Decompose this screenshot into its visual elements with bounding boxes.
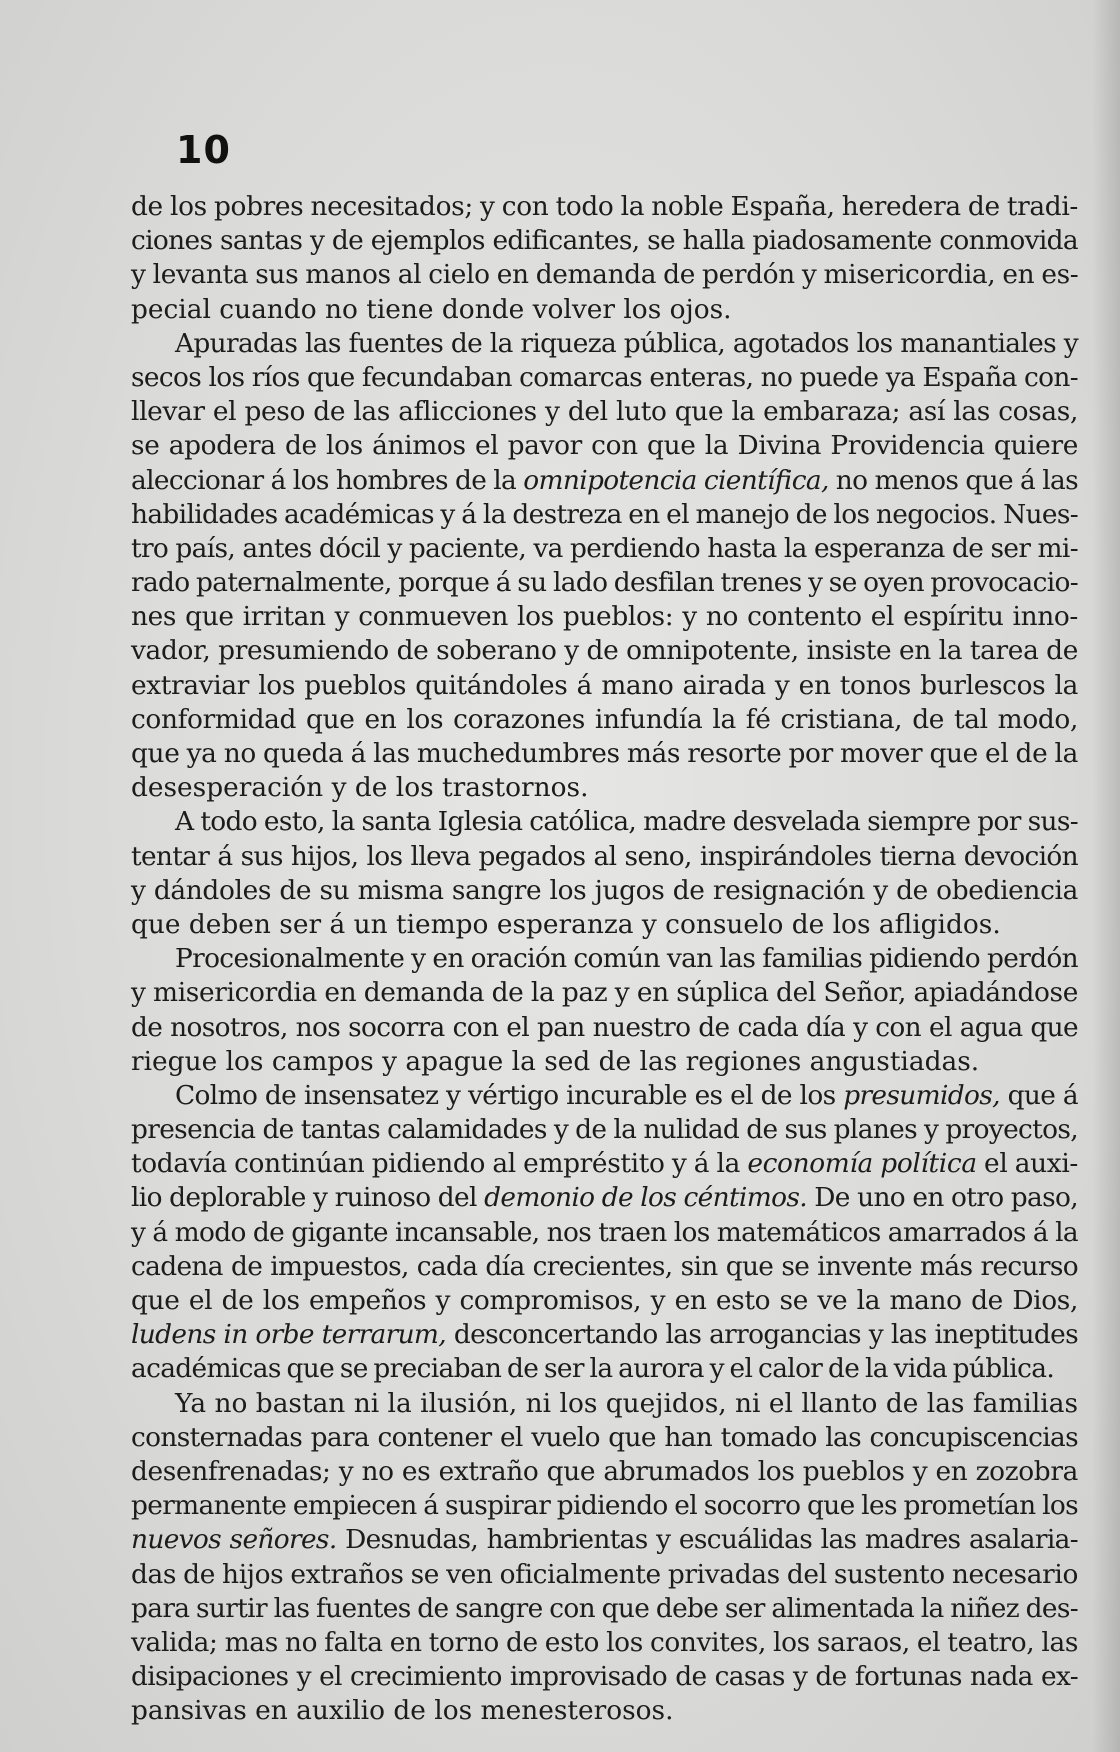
- text-line: académicas que se preciaban de ser la aurora y el calor de la vida pública.: [131, 1353, 1055, 1385]
- text-line: [131, 1079, 1078, 1113]
- text-line: que ya no queda á las muchedumbres más resorte por mover que el de la: [131, 738, 1078, 769]
- italic-phrase: presumidos,: [843, 1079, 1000, 1111]
- text-line: y levanta sus manos al cielo en demanda de perdón y misericordia, en es-: [131, 259, 1079, 291]
- text-segment: no menos que á las: [828, 464, 1078, 496]
- text-line: extraviar los pueblos quitándoles á mano airada y en tonos burlescos la: [131, 669, 1078, 701]
- text-line: permanente empiecen á suspirar pidiendo el socorro que les prometían los: [131, 1490, 1078, 1522]
- text-line: consternadas para contener el vuelo que han tomado las concupiscencias: [131, 1421, 1078, 1453]
- text-line: Procesionalmente y en oración común van las familias pidiendo perdón: [175, 943, 1078, 975]
- text-line: se apodera de los ánimos el pavor con que la Divina Providencia quiere: [131, 430, 1078, 462]
- text-line: vador, presumiendo de soberano y de omnipotente, insiste en la tarea de: [131, 635, 1078, 667]
- text-line: secos los ríos que fecundaban comarcas enteras, no puede ya España con-: [131, 361, 1078, 393]
- text-line: Apuradas las fuentes de la riqueza pública, agotados los manantiales y: [175, 327, 1078, 359]
- text-line: cadena de impuestos, cada día crecientes, sin que se invente más recurso: [131, 1250, 1078, 1282]
- italic-phrase: economía política: [747, 1148, 977, 1180]
- text-line: pecial cuando no tiene donde volver los ojos.: [131, 293, 732, 325]
- text-line: ciones santas y de ejemplos edificantes, se halla piadosamente conmovida: [131, 225, 1078, 257]
- text-line: pansivas en auxilio de los menesterosos.: [131, 1695, 674, 1727]
- text-segment: Colmo de insensatez y vértigo incurable es el de los: [175, 1079, 844, 1111]
- text-line: y dándoles de su misma sangre los jugos de resignación y de obediencia: [131, 874, 1078, 906]
- italic-phrase: nuevos señores.: [131, 1524, 337, 1556]
- text-segment: todavía continúan pidiendo al empréstito y á la: [131, 1148, 748, 1180]
- text-line: que el de los empeños y compromisos, y en esto se ve la mano de Dios,: [131, 1285, 1078, 1316]
- text-line: das de hijos extraños se ven oficialmente privadas del sustento necesario: [131, 1558, 1078, 1590]
- text-line: tentar á sus hijos, los lleva pegados al seno, inspirándoles tierna devoción: [131, 840, 1078, 872]
- text-segment: aleccionar á los hombres de la: [131, 464, 524, 496]
- text-line: para surtir las fuentes de sangre con que debe ser alimentada la niñez des-: [131, 1592, 1078, 1624]
- text-line: [131, 1147, 1078, 1181]
- text-line: valida; mas no falta en torno de esto los convites, los saraos, el teatro, las: [131, 1626, 1079, 1658]
- text-line: desenfrenadas; y no es extraño que abrumados los pueblos y en zozobra: [131, 1455, 1078, 1487]
- text-line: disipaciones y el crecimiento improvisado de casas y de fortunas nada ex-: [131, 1661, 1078, 1693]
- text-line: [131, 1181, 1078, 1215]
- italic-phrase: ludens in orbe terrarum,: [131, 1319, 447, 1351]
- text-line: A todo esto, la santa Iglesia católica, madre desvelada siempre por sus-: [175, 806, 1078, 838]
- text-segment: el auxi-: [976, 1148, 1078, 1180]
- text-line: y á modo de gigante incansable, nos traen los matemáticos amarrados á la: [131, 1216, 1078, 1248]
- text-line: nes que irritan y conmueven los pueblos: y no contento el espíritu inno-: [131, 601, 1078, 633]
- text-line: que deben ser á un tiempo esperanza y consuelo de los afligidos.: [131, 908, 1001, 940]
- text-segment: desconcertando las arrogancias y las ineptitudes: [446, 1319, 1078, 1351]
- text-line: habilidades académicas y á la destreza en el manejo de los negocios. Nues-: [131, 498, 1078, 530]
- text-line: riegue los campos y apague la sed de las regiones angustiadas.: [131, 1045, 980, 1077]
- italic-phrase: omnipotencia científica,: [523, 464, 829, 496]
- text-line: llevar el peso de las aflicciones y del luto que la embaraza; así las cosas,: [131, 396, 1078, 428]
- body-text: [131, 190, 1078, 1728]
- text-segment: lio deplorable y ruinoso del: [131, 1182, 485, 1214]
- text-line: tro país, antes dócil y paciente, va perdiendo hasta la esperanza de ser mi-: [131, 532, 1078, 564]
- text-line: [131, 464, 1078, 498]
- text-line: rado paternalmente, porque á su lado desfilan trenes y se oyen provocacio-: [131, 567, 1078, 599]
- text-line: de nosotros, nos socorra con el pan nuestro de cada día y con el agua que: [131, 1011, 1078, 1043]
- text-segment: De uno en otro paso,: [806, 1182, 1078, 1214]
- text-line: de los pobres necesitados; y con todo la noble España, heredera de tradi-: [131, 191, 1078, 222]
- text-line: [131, 1523, 1078, 1557]
- text-segment: que á: [999, 1079, 1078, 1111]
- page-edge-shadow: [1092, 0, 1120, 1752]
- text-segment: Desnudas, hambrientas y escuálidas las madres asalaria-: [336, 1524, 1078, 1556]
- text-line: conformidad que en los corazones infundía la fé cristiana, de tal modo,: [131, 703, 1078, 735]
- text-line: y misericordia en demanda de la paz y en súplica del Señor, apiadándose: [131, 977, 1078, 1009]
- text-line: desesperación y de los trastornos.: [131, 772, 589, 804]
- text-line: [131, 1318, 1078, 1352]
- italic-phrase: demonio de los céntimos.: [484, 1182, 807, 1214]
- text-line: Ya no bastan ni la ilusión, ni los quejidos, ni el llanto de las familias: [175, 1387, 1078, 1419]
- page-number: 10: [176, 128, 231, 172]
- text-line: presencia de tantas calamidades y de la nulidad de sus planes y proyectos,: [131, 1114, 1078, 1146]
